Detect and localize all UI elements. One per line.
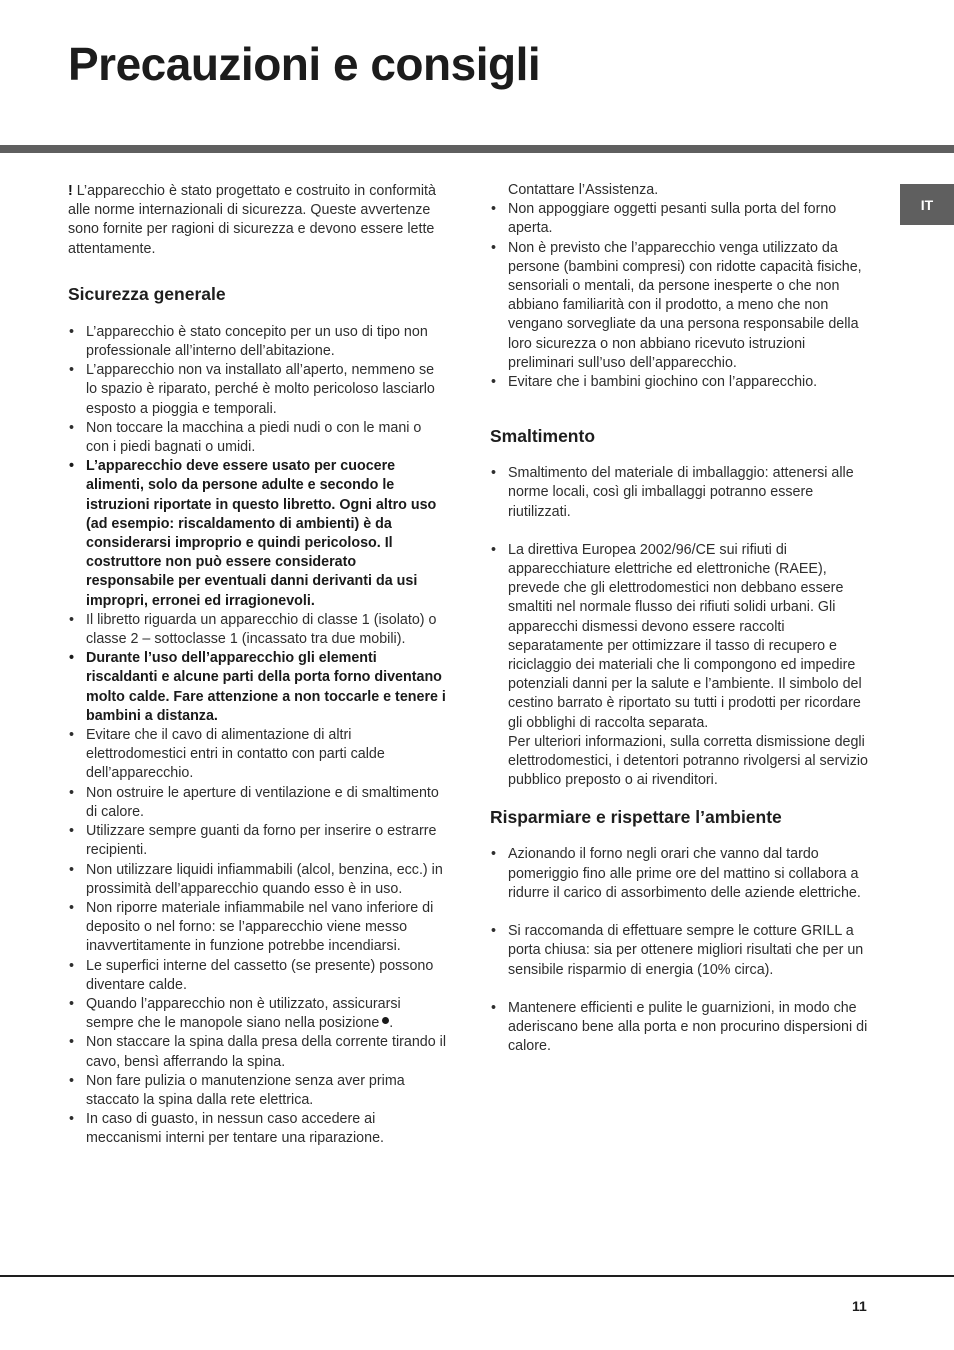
list-item: • Smaltimento del materiale di imballaggio: attenersi alle norme locali, così gli imballaggi potranno essere riutilizzati. <box>490 464 872 522</box>
list-item-continuation: Contattare l’Assistenza. <box>508 182 659 198</box>
list-item: • Non appoggiare oggetti pesanti sulla porta del forno aperta. <box>490 200 872 238</box>
heading-smaltimento: Smaltimento <box>490 426 596 447</box>
heading-sicurezza-generale: Sicurezza generale <box>68 283 226 304</box>
page-title: Precauzioni e consigli <box>68 38 541 90</box>
sicurezza-list-continued <box>490 200 872 392</box>
list-item: • Non staccare la spina dalla presa della corrente tirando il cavo, bensì afferrando la spina. <box>68 1033 448 1071</box>
list-item-suffix: . <box>389 1015 394 1032</box>
intro-paragraph <box>68 182 448 259</box>
sicurezza-list <box>68 323 448 1149</box>
warning-mark: ! <box>68 183 73 199</box>
list-item: • Non toccare la macchina a piedi nudi o con le mani o con i piedi bagnati o umidi. <box>68 419 448 457</box>
list-item: • Il libretto riguarda un apparecchio di classe 1 (isolato) o classe 2 – sottoclasse 1 (incassato tra due mobili). <box>68 611 448 649</box>
list-item: • Evitare che il cavo di alimentazione di altri elettrodomestici entri in contatto con parti calde dell’apparecchio. <box>68 726 448 784</box>
list-item-text: La direttiva Europea 2002/96/CE sui rifiuti di apparecchiature elettriche ed elettroniche (RAEE), prevede che gli elettrodomestici non debbano essere smaltiti nel normale flusso dei rifiuti solidi urbani. Gli apparecchi dismessi devono essere raccolti separatamente per ottimizzare il tasso di recupero e riciclaggio dei materiali che li compongono ed impedire potenziali danni per la salute e l’ambiente. Il simbolo del cestino barrato è riportato su tutti i prodotti per ricordare gli obblighi di raccolta separata. <box>508 541 862 731</box>
risparmio-list <box>490 845 872 1056</box>
list-item: • Azionando il forno negli orari che vanno dal tardo pomeriggio fino alle prime ore del mattino si collabora a ridurre il carico di assorbimento delle aziende elettriche. <box>490 845 872 903</box>
list-item: • Non riporre materiale infiammabile nel vano inferiore di deposito o nel forno: se l’apparecchio viene messo inavvertitamente in funzione potrebbe incendiarsi. <box>68 899 448 957</box>
list-item <box>68 995 448 1033</box>
smaltimento-list <box>490 464 872 790</box>
list-item-extra: Per ulteriori informazioni, sulla corretta dismissione degli elettrodomestici, i detentori potranno rivolgersi al servizio pubblico preposto o ai rivenditori. <box>508 733 868 789</box>
list-item: • Mantenere efficienti e pulite le guarnizioni, in modo che aderiscano bene alla porta e non procurino dispersioni di calore. <box>490 999 872 1057</box>
list-item-bold-warning: • Durante l’uso dell’apparecchio gli elementi riscaldanti e alcune parti della porta forno diventano molto calde. Fare attenzione a non toccarle e tenere i bambini a distanza. <box>68 649 448 726</box>
heading-risparmiare-ambiente: Risparmiare e rispettare l’ambiente <box>490 807 782 828</box>
page-number: 11 <box>852 1298 867 1314</box>
list-item: • Non utilizzare liquidi infiammabili (alcol, benzina, ecc.) in prossimità dell’apparecchio quando esso è in uso. <box>68 861 448 899</box>
list-item: • Si raccomanda di effettuare sempre le cotture GRILL a porta chiusa: sia per ottenere migliori risultati che per un sensibile risparmio di energia (10% circa). <box>490 922 872 980</box>
list-item: • Evitare che i bambini giochino con l’apparecchio. <box>490 373 872 392</box>
list-item: • L’apparecchio non va installato all’aperto, nemmeno se lo spazio è riparato, perché è molto pericoloso lasciarlo esposto a pioggia e temporali. <box>68 361 448 419</box>
list-item-text: Quando l’apparecchio non è utilizzato, assicurarsi sempre che le manopole siano nella posizione <box>86 995 401 1032</box>
list-item: • L’apparecchio è stato concepito per un uso di tipo non professionale all’interno dell’abitazione. <box>68 323 448 361</box>
list-item: • In caso di guasto, in nessun caso accedere ai meccanismi interni per tentare una riparazione. <box>68 1110 448 1148</box>
left-column <box>68 182 448 1149</box>
header-rule <box>0 145 954 153</box>
list-item: • Utilizzare sempre guanti da forno per inserire o estrarre recipienti. <box>68 822 448 860</box>
list-item: • Non fare pulizia o manutenzione senza aver prima staccato la spina dalla rete elettrica. <box>68 1072 448 1110</box>
language-tab: IT <box>900 184 954 225</box>
list-item-bold-warning: • L’apparecchio deve essere usato per cuocere alimenti, solo da persone adulte e secondo le istruzioni riportate in questo libretto. Ogni altro uso (ad esempio: riscaldamento di ambienti) è da considerarsi improprio e quindi pericoloso. Il costruttore non può essere considerato responsabile per eventuali danni derivanti da usi impropri, erronei ed irragionevoli. <box>68 457 448 611</box>
intro-text: L’apparecchio è stato progettato e costruito in conformità alle norme internazionali di sicurezza. Queste avvertenze sono fornite per ragioni di sicurezza e devono essere lette attentamente. <box>68 183 436 257</box>
list-item: • Non ostruire le aperture di ventilazione e di smaltimento di calore. <box>68 784 448 822</box>
list-item: • Non è previsto che l’apparecchio venga utilizzato da persone (bambini compresi) con ridotte capacità fisiche, sensoriali o mentali, da persone inesperte o che non abbiano familiarità con il prodotto, a meno che non vengano sorvegliate da una persona responsabile della loro sicurezza o non abbiano ricevuto istruzioni preliminari sull’uso dell’apparecchio. <box>490 239 872 373</box>
right-column <box>490 181 872 1056</box>
footer-rule <box>0 1275 954 1277</box>
list-item <box>490 541 872 791</box>
list-item: • Le superfici interne del cassetto (se presente) possono diventare calde. <box>68 957 448 995</box>
